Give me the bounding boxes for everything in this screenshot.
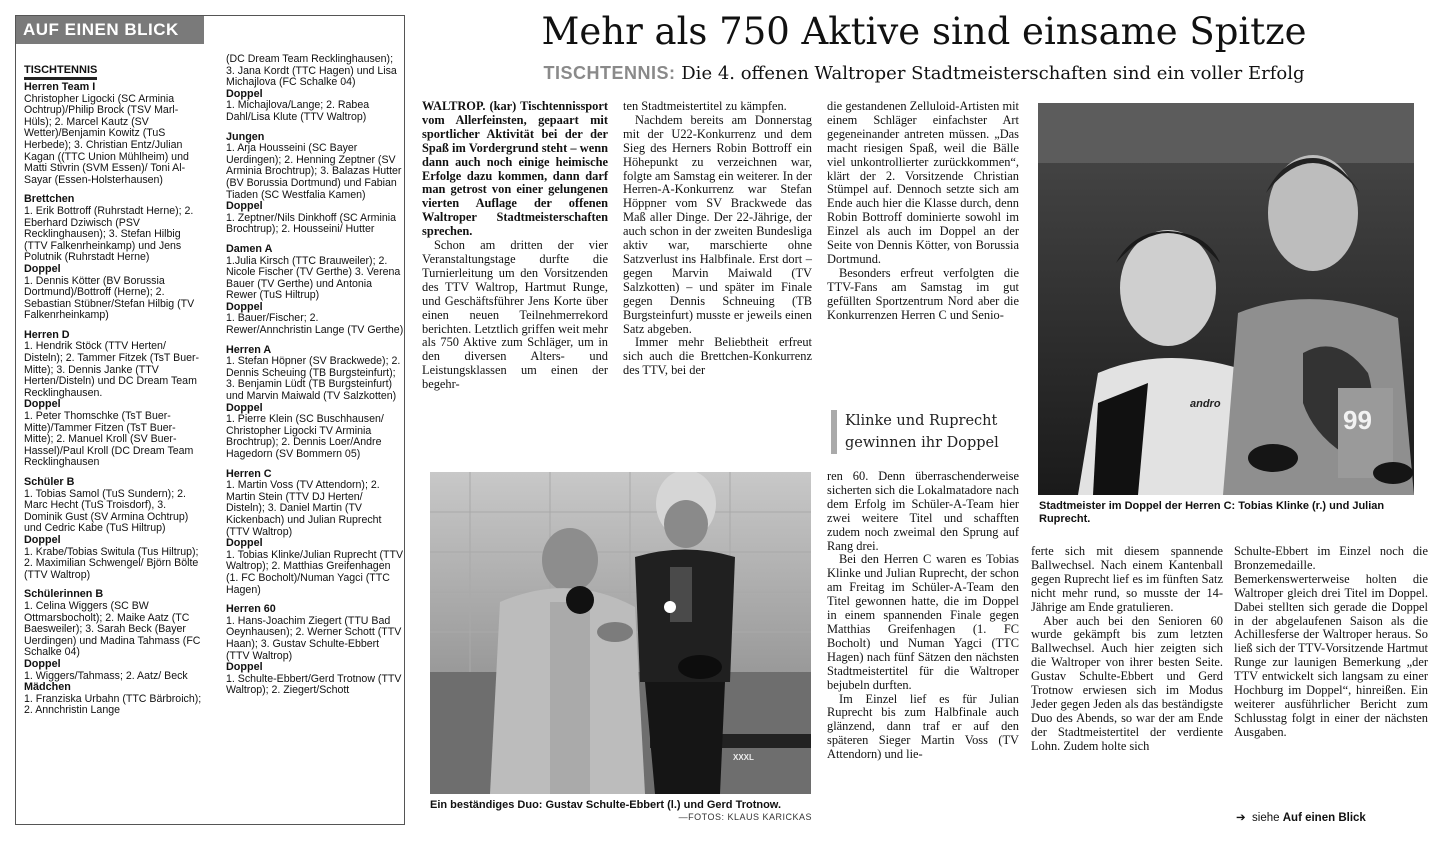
result-group (24, 330, 202, 400)
article-column-3 (827, 100, 1019, 323)
result-line: 1. Krabe/Tobias Switula (Tus Hiltrup); 2. Maximilian Schwengel/ Björn Bölte (TTV Waltrop) (24, 545, 199, 581)
result-group (226, 345, 404, 403)
result-line: 1. Hendrik Stöck (TTV Herten/ Disteln); 2. Tammer Fitzek (TsT Buer-Mitte); 3. Dennis Janke (TTV Herten/Disteln) und DC Dream Team Recklinghausen. (24, 340, 200, 399)
result-group-title: Doppel (226, 300, 263, 313)
result-line: 1. Pierre Klein (SC Buschhausen/ Christopher Ligocki TV Arminia Brochtrup); 2. Dennis Loer/Andre Hagedorn (SV Bommern 05) (226, 413, 384, 460)
result-group-title: Mädchen (24, 681, 71, 694)
result-line: 1. Michajlova/Lange; 2. Rabea Dahl/Lisa Klute (TTV Waltrop) (226, 99, 370, 123)
article-paragraph: Aber auch bei den Senioren 60 wurde gekämpft bis zum letzten Ballwechsel. Auch hier zeigten sich die Waltroper von ihrer besten Seite. Gustav Schulte-Ebbert und Gerd Trotnow erwiesen sich im Modus Jeder gegen Jeden als das beständigste Duo des Abends, so war der am Ende der Stadtmeistertitel der verdiente Lohn. Zudem holte sich (1031, 613, 1223, 753)
article-column-2 (623, 100, 812, 378)
article-paragraph: Besonders erfreut verfolgten die TTV-Fans am Samstag im gut gefüllten Sportzentrum Nord aber die Konkurrenzen Herren C und Senio- (827, 265, 1019, 322)
shirt-label: andro (1190, 398, 1221, 410)
info-box-header: AUF EINEN BLICK (16, 16, 204, 44)
article-paragraph: Bei den Herren C waren es Tobias Klinke und Julian Ruprecht, der schon am Freitag im Schüler-A-Team den Titel gewonnen hatte, die im Doppel in einem spannenden Finale gegen Matthias Greifenhagen (1. FC Bocholt) und Numan Yagci (TTC Hagen) nach fünf Sätzen den nächsten Stadtmeistertitel für die Waltroper bejubeln durften. (827, 552, 1019, 692)
result-group (226, 538, 404, 596)
kicker: TISCHTENNIS: (543, 63, 676, 83)
article-headline: Mehr als 750 Aktive sind einsame Spitze (541, 10, 1307, 53)
result-line: 1. Zeptner/Nils Dinkhoff (SC Arminia Brochtrup); 2. Housseini/ Hutter (226, 211, 396, 236)
result-group (24, 589, 202, 659)
result-line: 1. Tobias Klinke/Julian Ruprecht (TTV Waltrop); 2. Matthias Greifenhagen (1. FC Bocholt)/Numan Yagci (TTC Hagen) (226, 548, 404, 596)
results-column-1 (24, 82, 202, 717)
result-group (226, 54, 404, 89)
result-group (24, 194, 202, 264)
result-group-title: Herren Team I (24, 81, 96, 93)
result-group (24, 399, 202, 469)
see-also-target: Auf einen Blick (1282, 812, 1366, 824)
result-line: 1. Franziska Urbahn (TTC Bärbroich); 2. Annchristin Lange (24, 692, 202, 717)
article-lead: WALTROP. (kar) Tischtennissport vom Allerfeinsten, gepaart mit sportlicher Aktivität bei der der Spaß im Vordergrund steht – wenn dann auch noch einige heimische Erfolge dazu kommen, dann darf man getrost von einer gelungenen vierten Auflage der offenen Waltroper Stadtmeisterschaften sprechen. (422, 99, 608, 239)
result-group-title: Doppel (226, 87, 263, 100)
article-paragraph: ren 60. Denn überraschenderweise sicherten sich die Lokalmatadore nach dem Erfolg im Schüler-A-Team hier zwei weitere Titel und schafften zudem noch zweimal den Sprung auf Rang drei. (827, 469, 1019, 553)
result-group (24, 477, 202, 535)
result-line: 1. Peter Thomschke (TsT Buer-Mitte)/Tammer Fitzen (TsT Buer-Mitte); 2. Manuel Kroll (SV Buer-Hassel)/Paul Kroll (DC Dream Team Recklinghausen (24, 410, 194, 469)
article-column-1 (422, 100, 608, 392)
result-line: 1. Wiggers/Tahmass; 2. Aatz/ Beck (24, 669, 188, 682)
subheading: Klinke und Ruprecht gewinnen ihr Doppel (831, 410, 1016, 454)
result-group (226, 244, 404, 302)
result-group-title: Jungen (226, 130, 265, 143)
article-paragraph: Schon am dritten der vier Veranstaltungstage durfte die Turnierleitung um den Vorsitzenden des TTV Waltrop, Hartmut Runge, und Geschäftsführer Jens Korte über einen neuen Teilnehmerrekord berichten. Letztlich griffen weit mehr als 750 Aktive zum Schläger, um in den diversen Alters- und Leistungsklassen um einen der begehr- (422, 238, 608, 392)
article-subheadline (420, 60, 1428, 87)
result-group (226, 403, 404, 461)
result-group (24, 659, 202, 682)
result-line: 1. Arja Housseini (SC Bayer Uerdingen); 2. Henning Zeptner (SV Arminia Brochtrup); 3. Balazas Hutter (BV Borussia Dortmund) und Fabian Tiaden (SC Westfalia Kamen) (226, 142, 402, 201)
result-group (226, 469, 404, 539)
result-group (226, 662, 404, 697)
result-group-title: Doppel (24, 657, 61, 670)
article-column-5 (1234, 545, 1428, 740)
result-group-title: Herren D (24, 328, 70, 341)
result-group-title: Damen A (226, 242, 273, 255)
photo-1-caption: Ein beständiges Duo: Gustav Schulte-Ebbert (l.) und Gerd Trotnow. (430, 799, 782, 811)
result-line: (DC Dream Team Recklinghausen); 3. Jana Kordt (TTC Hagen) und Lisa Michajlova (FC Schalke 04) (226, 53, 397, 89)
result-line: 1. Martin Voss (TV Attendorn); 2. Martin Stein (TTV DJ Herten/ Disteln); 3. Daniel Martin (TV Kickenbach) und Julian Ruprecht (TTV Waltrop) (226, 479, 382, 538)
result-group (24, 82, 202, 186)
trophy-number: 99 (1343, 405, 1372, 435)
article-paragraph: ten Stadtmeistertitel zu kämpfen. (623, 99, 787, 113)
result-line: Christopher Ligocki (SC Arminia Ochtrup)/Philip Brock (TSV Marl-Hüls); 2. Marcel Kautz (SV Wetter)/Benjamin Kowitz (TuS Herbede); 3. Christian Entz/Julian Kagan ((TTC Union Mühlheim) und Matti Stivrin (SVM Essen)/ Toni Al-Sayar (Essen-Holsterhausen) (24, 92, 189, 186)
result-group-title: Doppel (226, 200, 263, 213)
result-group-title: Doppel (226, 401, 263, 414)
result-line: 1. Dennis Kötter (BV Borussia Dortmund)/Bottroff (Herne); 2. Sebastian Stübner/Stefan Hilbig (TV Falkenrheinkamp) (24, 274, 195, 322)
result-group-title: Herren 60 (226, 603, 276, 616)
see-also-link[interactable] (1236, 810, 1366, 824)
info-box-category: TISCHTENNIS (24, 64, 97, 80)
result-group (24, 264, 202, 322)
result-line: 1. Celina Wiggers (SC BW Ottmarsbocholt); 2. Maike Aatz (TC Baesweiler); 3. Sarah Beck (Bayer Uerdingen) und Madina Tahmass (FC Schalke 04) (24, 599, 201, 659)
net-label: XXXL (733, 753, 754, 762)
result-group-title: Doppel (24, 398, 61, 411)
result-group (226, 89, 404, 124)
result-group (226, 201, 404, 236)
photo-herren-c-champions (1038, 103, 1414, 495)
result-group (24, 535, 202, 581)
photo-illustration (1038, 103, 1414, 495)
info-box-auf-einen-blick (15, 15, 405, 825)
result-line: 1.Julia Kirsch (TTC Brauweiler); 2. Nicole Fischer (TV Gerthe) 3. Verena Bauer (TV Gerthe) und Antonia Rewer (TuS Hiltrup) (226, 254, 401, 302)
result-group (226, 302, 404, 337)
article-paragraph: Immer mehr Beliebtheit erfreut sich auch die Brettchen-Konkurrenz des TTV, bei der (623, 335, 812, 378)
result-group (226, 604, 404, 662)
arrow-right-icon: ➔ (1236, 812, 1246, 824)
article-paragraph: Im Einzel lief es für Julian Ruprecht bis zum Halbfinale auch glänzend, dann traf er auf den späteren Sieger Martin Voss (TV Attendorn) und lie- (827, 691, 1019, 762)
photo-illustration (430, 472, 811, 794)
article-paragraph: ferte sich mit diesem spannende Ballwechsel. Nach einem Kantenball gegen Ruprecht lief es im fünften Satz nicht mehr rund, so musste der 14-Jährige am Ende gratulieren. (1031, 544, 1223, 614)
article-column-4 (1031, 545, 1223, 754)
result-group-title: Schüler B (24, 476, 75, 488)
result-group (226, 132, 404, 202)
photo-credit: —FOTOS: KLAUS KARICKAS (678, 812, 812, 822)
result-line: 1. Bauer/Fischer; 2. Rewer/Annchristin Lange (TV Gerthe) (226, 312, 404, 337)
result-group-title: Doppel (24, 533, 61, 546)
result-group-title: Herren A (226, 343, 272, 356)
result-line: 1. Hans-Joachim Ziegert (TTU Bad Oeynhausen); 2. Werner Schott (TTV Haan); 3. Gustav Schulte-Ebbert (TTV Waltrop) (226, 614, 402, 662)
results-column-2 (226, 54, 404, 697)
see-also-prefix: siehe (1252, 812, 1280, 824)
result-line: 1. Schulte-Ebbert/Gerd Trotnow (TTV Waltrop); 2. Ziegert/Schott (226, 672, 402, 697)
subheadline-text: Die 4. offenen Waltroper Stadtmeisterschaften sind ein voller Erfolg (681, 63, 1305, 84)
result-group (24, 682, 202, 717)
result-line: 1. Stefan Höpner (SV Brackwede); 2. Dennis Scheuing (TB Burgsteinfurt); 3. Benjamin Lüdt (TB Burgsteinfurt) und Marvin Maiwald (TV Salzkotten) (226, 355, 401, 403)
article-paragraph: Schulte-Ebbert im Einzel noch die Bronzemedaille. Bemerkenswerterweise holten die Waltroper gleich drei Titel im Doppel. Dabei stellten sich gerade die Doppel in der abgelaufenen Saison als die Achillesferse der Waltroper heraus. So ließ sich der TTV-Vorsitzende Hartmut Runge zur launigen Bemerkung „der TTV entwickelt sich langsam zu einer Hochburg im Doppel“, hinreißen. Ein weiterer ausführlicher Bericht zum Schlusstag folgt in einer der nächsten Ausgaben. (1234, 544, 1428, 739)
article-column-3-lower (827, 470, 1019, 762)
result-line: 1. Erik Bottroff (Ruhrstadt Herne); 2. Eberhard Dziwisch (PSV Recklinghausen); 3. Stefan Hilbig (TTV Falkenrheinkamp) und Jens Polutnik (Ruhrstadt Herne) (24, 204, 194, 264)
article-paragraph: Nachdem bereits am Donnerstag mit der U22-Konkurrenz und dem Sieg des Herners Robin Bottroff ein Höhepunkt zu verzeichnen war, folgte am Samstag ein weiterer. In der Herren-A-Konkurrenz war Stefan Höppner vom SV Brackwede das Maß aller Dinge. Der 22-Jährige, der auch schon in der zweiten Bundesliga aktiv war, marschierte ohne Satzverlust ins Halbfinale. Erst dort – gegen Marvin Maiwald (TV Salzkotten) – und später im Finale gegen Dennis Schneuing (TB Burgsteinfurt) musste er jeweils einen Satz abgeben. (623, 112, 812, 336)
result-line: 1. Tobias Samol (TuS Sundern); 2. Marc Hecht (TuS Troisdorf), 3. Dominik Gust (SV Armina Ochtrup) und Cedric Kabe (TuS Hiltrup) (24, 487, 189, 535)
result-group-title: Doppel (24, 262, 61, 275)
photo-2-caption: Stadtmeister im Doppel der Herren C: Tobias Klinke (r.) und Julian Ruprecht. (1039, 500, 1385, 525)
result-group-title: Doppel (226, 537, 263, 550)
result-group-title: Schülerinnen B (24, 588, 104, 601)
photo-seniors-doubles (430, 472, 811, 794)
result-group-title: Doppel (226, 661, 263, 674)
article-paragraph: die gestandenen Zelluloid-Artisten mit einem Schläger einfachster Art gegeneinander antreten müssen. „Das macht riesigen Spaß, weil die Bälle viel unkontrollierter zurückkommen“, klärt der 2. Vorsitzende Christian Stümpel auf. Dennoch setzte sich am Ende auch hier die Klasse durch, denn Robin Bottroff dominierte sowohl im Einzel als auch im Doppel an der Seite von Dennis Kötter, von Borussia Dortmund. (827, 99, 1019, 266)
result-group-title: Herren C (226, 467, 272, 480)
result-group-title: Brettchen (24, 193, 75, 206)
